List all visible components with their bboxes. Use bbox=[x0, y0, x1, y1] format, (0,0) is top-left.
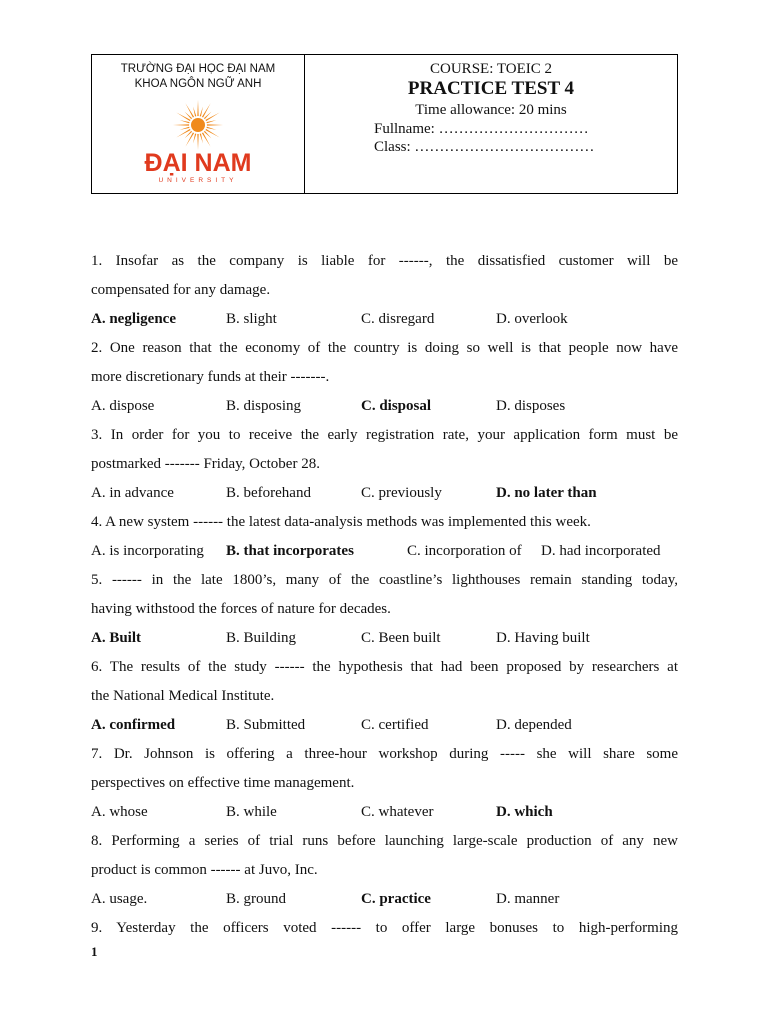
answer-option: C. incorporation of bbox=[407, 543, 522, 559]
question-text: the National Medical Institute. bbox=[91, 688, 275, 704]
answer-option: D. manner bbox=[496, 891, 560, 907]
correct-answer-option: B. that incorporates bbox=[226, 543, 354, 559]
answer-option: B. ground bbox=[226, 891, 286, 907]
answer-option: C. Been built bbox=[361, 630, 441, 646]
answer-option: D. overlook bbox=[496, 311, 568, 327]
answer-options bbox=[91, 711, 678, 740]
answer-option: D. disposes bbox=[496, 398, 566, 414]
test-info bbox=[305, 55, 677, 193]
answer-option: D. Having built bbox=[496, 630, 590, 646]
question-text: postmarked ------- Friday, October 28. bbox=[91, 456, 320, 472]
page-number: 1 bbox=[91, 944, 98, 959]
question-text: 4. A new system ------ the latest data-analysis methods was implemented this week. bbox=[91, 514, 591, 530]
school-info bbox=[92, 55, 305, 193]
question-text: having withstood the forces of nature for decades. bbox=[91, 601, 391, 617]
answer-options bbox=[91, 624, 678, 653]
header-table bbox=[91, 54, 678, 194]
answer-option: B. disposing bbox=[226, 398, 302, 414]
question-text: 3. In order for you to receive the early registration rate, your application form must be bbox=[91, 427, 678, 443]
question-text: 5. ------ in the late 1800’s, many of the coastline’s lighthouses remain standing today, bbox=[91, 572, 678, 588]
answer-option: B. slight bbox=[226, 311, 277, 327]
time-allowance: Time allowance: 20 mins bbox=[415, 102, 567, 118]
correct-answer-option: C. disposal bbox=[361, 398, 432, 414]
answer-option: D. depended bbox=[496, 717, 572, 733]
answer-option: B. beforehand bbox=[226, 485, 311, 501]
correct-answer-option: C. practice bbox=[361, 891, 431, 907]
question-text: 9. Yesterday the officers voted ------ to offer large bonuses to high-performing bbox=[91, 920, 678, 936]
question-text: 1. Insofar as the company is liable for ------, the dissatisfied customer will be bbox=[91, 253, 678, 269]
correct-answer-option: A. negligence bbox=[91, 311, 176, 327]
test-title: PRACTICE TEST 4 bbox=[407, 78, 575, 99]
answer-options bbox=[91, 885, 678, 914]
answer-options bbox=[91, 798, 678, 827]
answer-option: C. whatever bbox=[361, 804, 434, 820]
answer-option: A. dispose bbox=[91, 398, 155, 414]
answer-option: D. had incorporated bbox=[541, 543, 661, 559]
correct-answer-option: D. which bbox=[496, 804, 553, 820]
answer-option: A. is incorporating bbox=[91, 543, 204, 559]
correct-answer-option: A. confirmed bbox=[91, 717, 176, 733]
answer-option: C. previously bbox=[361, 485, 442, 501]
answer-option: B. Submitted bbox=[226, 717, 306, 733]
correct-answer-option: D. no later than bbox=[496, 485, 597, 501]
logo-subtitle: UNIVERSITY bbox=[158, 177, 238, 184]
answer-options bbox=[91, 305, 678, 334]
course-label: COURSE: TOEIC 2 bbox=[430, 61, 552, 77]
correct-answer-option: A. Built bbox=[91, 630, 142, 646]
logo-wordmark: ĐẠI NAM bbox=[144, 149, 252, 177]
question-text: 6. The results of the study ------ the hypothesis that had been proposed by researchers at bbox=[91, 659, 678, 675]
question-text: perspectives on effective time management. bbox=[91, 775, 355, 791]
question-text: more discretionary funds at their -------. bbox=[91, 369, 330, 385]
question-text: 7. Dr. Johnson is offering a three-hour workshop during ----- she will share some bbox=[91, 746, 678, 762]
class-field: Class: ……………………………… bbox=[374, 139, 595, 155]
fullname-field: Fullname: ………………………… bbox=[374, 121, 589, 137]
question-text: product is common ------ at Juvo, Inc. bbox=[91, 862, 318, 878]
answer-option: A. whose bbox=[91, 804, 148, 820]
school-name: TRƯỜNG ĐẠI HỌC ĐẠI NAM bbox=[120, 63, 276, 75]
answer-options bbox=[91, 537, 678, 566]
faculty-name: KHOA NGÔN NGỮ ANH bbox=[134, 78, 262, 90]
question-list bbox=[91, 247, 678, 943]
answer-option: B. Building bbox=[226, 630, 297, 646]
answer-option: C. disregard bbox=[361, 311, 435, 327]
answer-option: A. usage. bbox=[91, 891, 148, 907]
question-text: 8. Performing a series of trial runs before launching large-scale production of any new bbox=[91, 833, 678, 849]
answer-options bbox=[91, 392, 678, 421]
answer-option: B. while bbox=[226, 804, 277, 820]
question-text: 2. One reason that the economy of the country is doing so well is that people now have bbox=[91, 340, 678, 356]
sun-logo-icon bbox=[161, 99, 235, 151]
answer-option: C. certified bbox=[361, 717, 429, 733]
answer-option: A. in advance bbox=[91, 485, 174, 501]
question-text: compensated for any damage. bbox=[91, 282, 271, 298]
answer-options bbox=[91, 479, 678, 508]
